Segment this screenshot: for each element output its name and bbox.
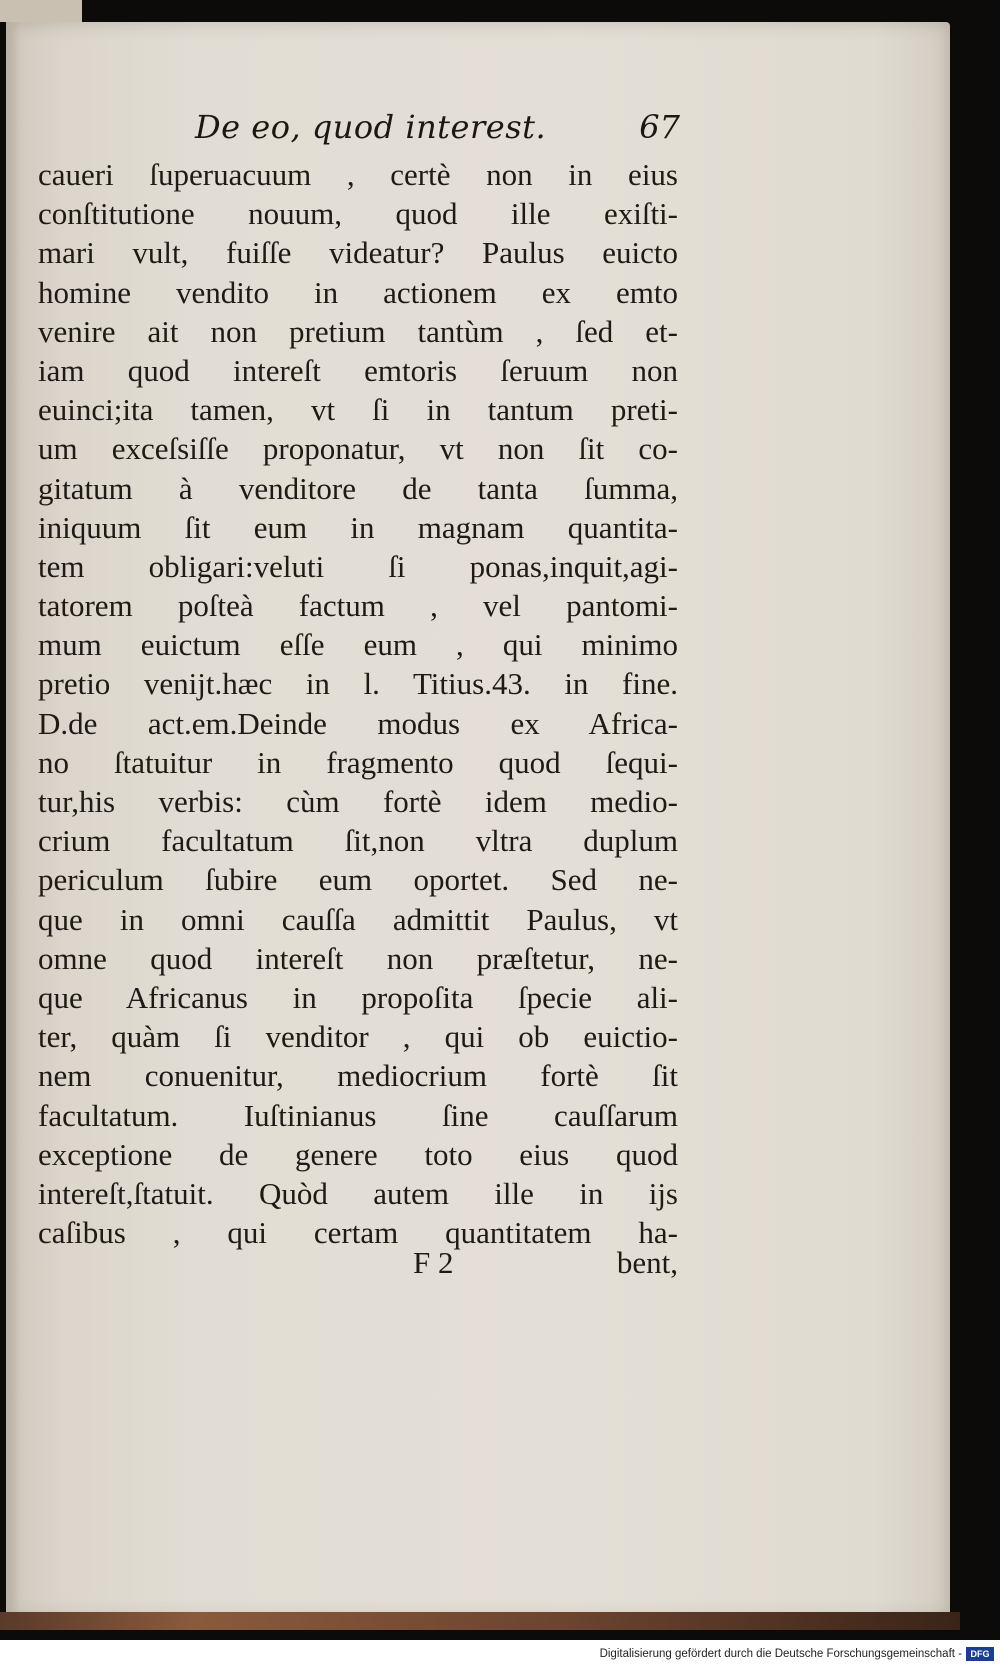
text-line: no ſtatuitur in fragmento quod ſequi- — [38, 744, 678, 780]
text-line: iniquum ſit eum in magnam quantita- — [38, 509, 678, 545]
text-line: euinci;ita tamen, vt ſi in tantum preti- — [38, 392, 678, 428]
text-line: tem obligari:veluti ſi ponas,inquit,agi- — [38, 548, 678, 584]
text-line: ter, quàm ſi venditor , qui ob euictio- — [38, 1019, 678, 1055]
text-line: iam quod intereſt emtoris ſeruum non — [38, 352, 678, 388]
text-line: nem conuenitur, mediocrium fortè ſit — [38, 1058, 678, 1094]
page-number: 67 — [639, 108, 680, 146]
body-text — [38, 155, 678, 1252]
dfg-logo: DFG — [966, 1647, 994, 1661]
text-line: tur,his verbis: cùm fortè idem medio- — [38, 784, 678, 819]
book-edge-strip — [0, 1612, 960, 1630]
page-gutter-shadow — [6, 22, 20, 1618]
text-line: um exceſsiſſe proponatur, vt non ſit co- — [38, 431, 678, 467]
text-line: exceptione de genere toto eius quod — [38, 1136, 678, 1172]
catchword: bent, — [616, 1245, 678, 1280]
text-line: D.de act.em.Deinde modus ex Africa- — [38, 705, 678, 741]
signature-mark: F 2 — [413, 1245, 454, 1280]
text-line: que in omni cauſſa admittit Paulus, vt — [38, 901, 678, 937]
text-line: caſibus , qui certam quantitatem ha- — [38, 1215, 678, 1251]
running-head: De eo, quod interest. — [195, 108, 547, 146]
text-line: crium facultatum ſit,non vltra duplum — [38, 823, 678, 859]
page-foot-line — [38, 1245, 678, 1285]
text-line: homine vendito in actionem ex emto — [38, 274, 678, 310]
text-line: venire ait non pretium tantùm , ſed et- — [38, 313, 678, 349]
page-corner-tab — [0, 0, 82, 22]
text-line: caueri ſuperuacuum , certè non in eius — [38, 157, 678, 192]
text-line: pretio venijt.hæc in l. Titius.43. in fine. — [38, 666, 678, 702]
text-line: facultatum. Iuſtinianus ſine cauſſarum — [38, 1097, 678, 1133]
text-line: periculum ſubire eum oportet. Sed ne- — [38, 862, 678, 898]
text-line: tatorem poſteà factum , vel pantomi- — [38, 588, 678, 624]
text-line: mum euictum eſſe eum , qui minimo — [38, 627, 678, 663]
text-line: mari vult, fuiſſe videatur? Paulus euicto — [38, 235, 678, 271]
text-line: intereſt,ſtatuit. Quòd autem ille in ijs — [38, 1175, 678, 1211]
digitization-credit: Digitalisierung gefördert durch die Deutsche Forschungsgemeinschaft - — [599, 1648, 962, 1660]
text-line: conſtitutione nouum, quod ille exiſti- — [38, 196, 678, 232]
text-line: gitatum à venditore de tanta ſumma, — [38, 470, 678, 506]
text-line: omne quod intereſt non præſtetur, ne- — [38, 940, 678, 976]
text-line: que Africanus in propoſita ſpecie ali- — [38, 979, 678, 1015]
